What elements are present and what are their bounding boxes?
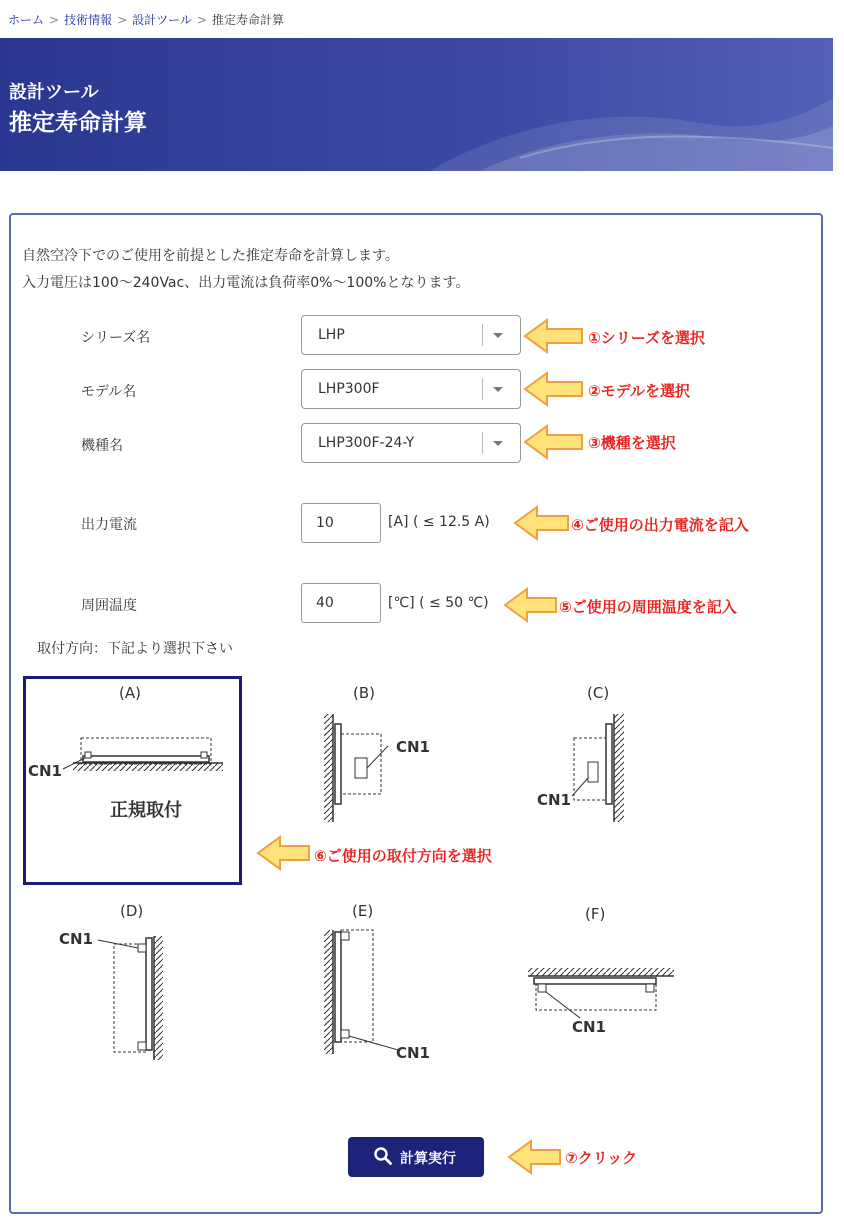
model-label: モデル名 [81, 384, 137, 400]
mounting-option-b[interactable] [318, 706, 438, 826]
option-a-connector-label: CN1 [28, 762, 62, 780]
option-c-label: (C) [587, 684, 610, 702]
option-d-label: (D) [120, 902, 144, 920]
intro-text-line1: 自然空冷下でのご使用を前提とした推定寿命を計算します。 [22, 248, 399, 264]
select-divider [482, 378, 483, 400]
current-annotation: ④ご使用の出力電流を記入 [571, 516, 749, 534]
option-d-connector-label: CN1 [59, 930, 93, 948]
model-select[interactable] [301, 369, 521, 409]
current-input-value: 10 [316, 515, 334, 531]
option-a-caption: 正規取付 [110, 800, 182, 821]
select-divider [482, 432, 483, 454]
click-annotation: ⑦クリック [565, 1149, 638, 1167]
temperature-annotation: ⑤ご使用の周囲温度を記入 [559, 598, 737, 616]
type-label: 機種名 [81, 438, 123, 454]
chevron-down-icon [493, 441, 503, 446]
model-select-value: LHP300F [318, 381, 380, 397]
temperature-unit: [℃] ( ≤ 50 ℃) [388, 595, 489, 611]
type-select[interactable] [301, 423, 521, 463]
chevron-down-icon [493, 333, 503, 338]
chevron-down-icon [493, 387, 503, 392]
calculate-button-label: 計算実行 [400, 1151, 456, 1167]
arrow-left-icon [523, 370, 585, 408]
banner-subtitle: 設計ツール [9, 82, 99, 103]
mounting-annotation: ⑥ご使用の取付方向を選択 [314, 847, 492, 865]
arrow-left-icon [507, 1138, 563, 1176]
series-select-value: LHP [318, 327, 345, 343]
option-f-label: (F) [585, 905, 606, 923]
arrow-left-icon [523, 317, 585, 355]
option-f-connector-label: CN1 [572, 1018, 606, 1036]
breadcrumb-separator: > [117, 13, 128, 27]
calculate-button[interactable] [348, 1137, 484, 1177]
temperature-input[interactable] [301, 583, 381, 623]
breadcrumb-separator: > [196, 13, 207, 27]
select-divider [482, 324, 483, 346]
arrow-left-icon [256, 834, 312, 872]
mounting-option-a[interactable] [23, 676, 242, 885]
current-unit: [A] ( ≤ 12.5 A) [388, 514, 490, 530]
breadcrumb-tools-link[interactable]: 設計ツール [132, 13, 192, 27]
mounting-title: 取付方向：下記より選択下さい [37, 641, 233, 657]
breadcrumb-separator: > [49, 13, 60, 27]
option-e-label: (E) [352, 902, 374, 920]
series-label: シリーズ名 [81, 330, 151, 346]
option-a-label: (A) [119, 684, 141, 702]
option-b-connector-label: CN1 [396, 738, 430, 756]
series-select[interactable] [301, 315, 521, 355]
breadcrumb-current: 推定寿命計算 [211, 13, 284, 27]
arrow-left-icon [503, 586, 559, 624]
arrow-left-icon [523, 423, 585, 461]
current-input[interactable] [301, 503, 381, 543]
mounting-option-c[interactable] [560, 706, 680, 826]
type-annotation: ③機種を選択 [588, 434, 676, 452]
option-c-connector-label: CN1 [537, 791, 571, 809]
current-label: 出力電流 [81, 517, 137, 533]
page-title: 推定寿命計算 [9, 110, 147, 136]
type-select-value: LHP300F-24-Y [318, 435, 415, 451]
intro-text-line2: 入力電圧は100～240Vac、出力電流は負荷率0%～100%となります。 [22, 275, 470, 291]
mounting-option-e[interactable] [318, 924, 438, 1064]
model-annotation: ②モデルを選択 [588, 382, 690, 400]
arrow-left-icon [513, 504, 571, 542]
temperature-input-value: 40 [316, 595, 334, 611]
temperature-label: 周囲温度 [81, 598, 137, 614]
series-annotation: ①シリーズを選択 [588, 329, 705, 347]
option-e-connector-label: CN1 [396, 1044, 430, 1062]
mounting-option-d[interactable] [90, 924, 180, 1064]
breadcrumb-home-link[interactable]: ホーム [8, 13, 45, 27]
page-banner [0, 38, 833, 171]
mounting-option-f[interactable] [522, 960, 682, 1020]
option-b-label: (B) [353, 684, 375, 702]
search-icon [374, 1147, 392, 1165]
breadcrumb [8, 11, 284, 28]
breadcrumb-tech-link[interactable]: 技術情報 [64, 13, 113, 27]
